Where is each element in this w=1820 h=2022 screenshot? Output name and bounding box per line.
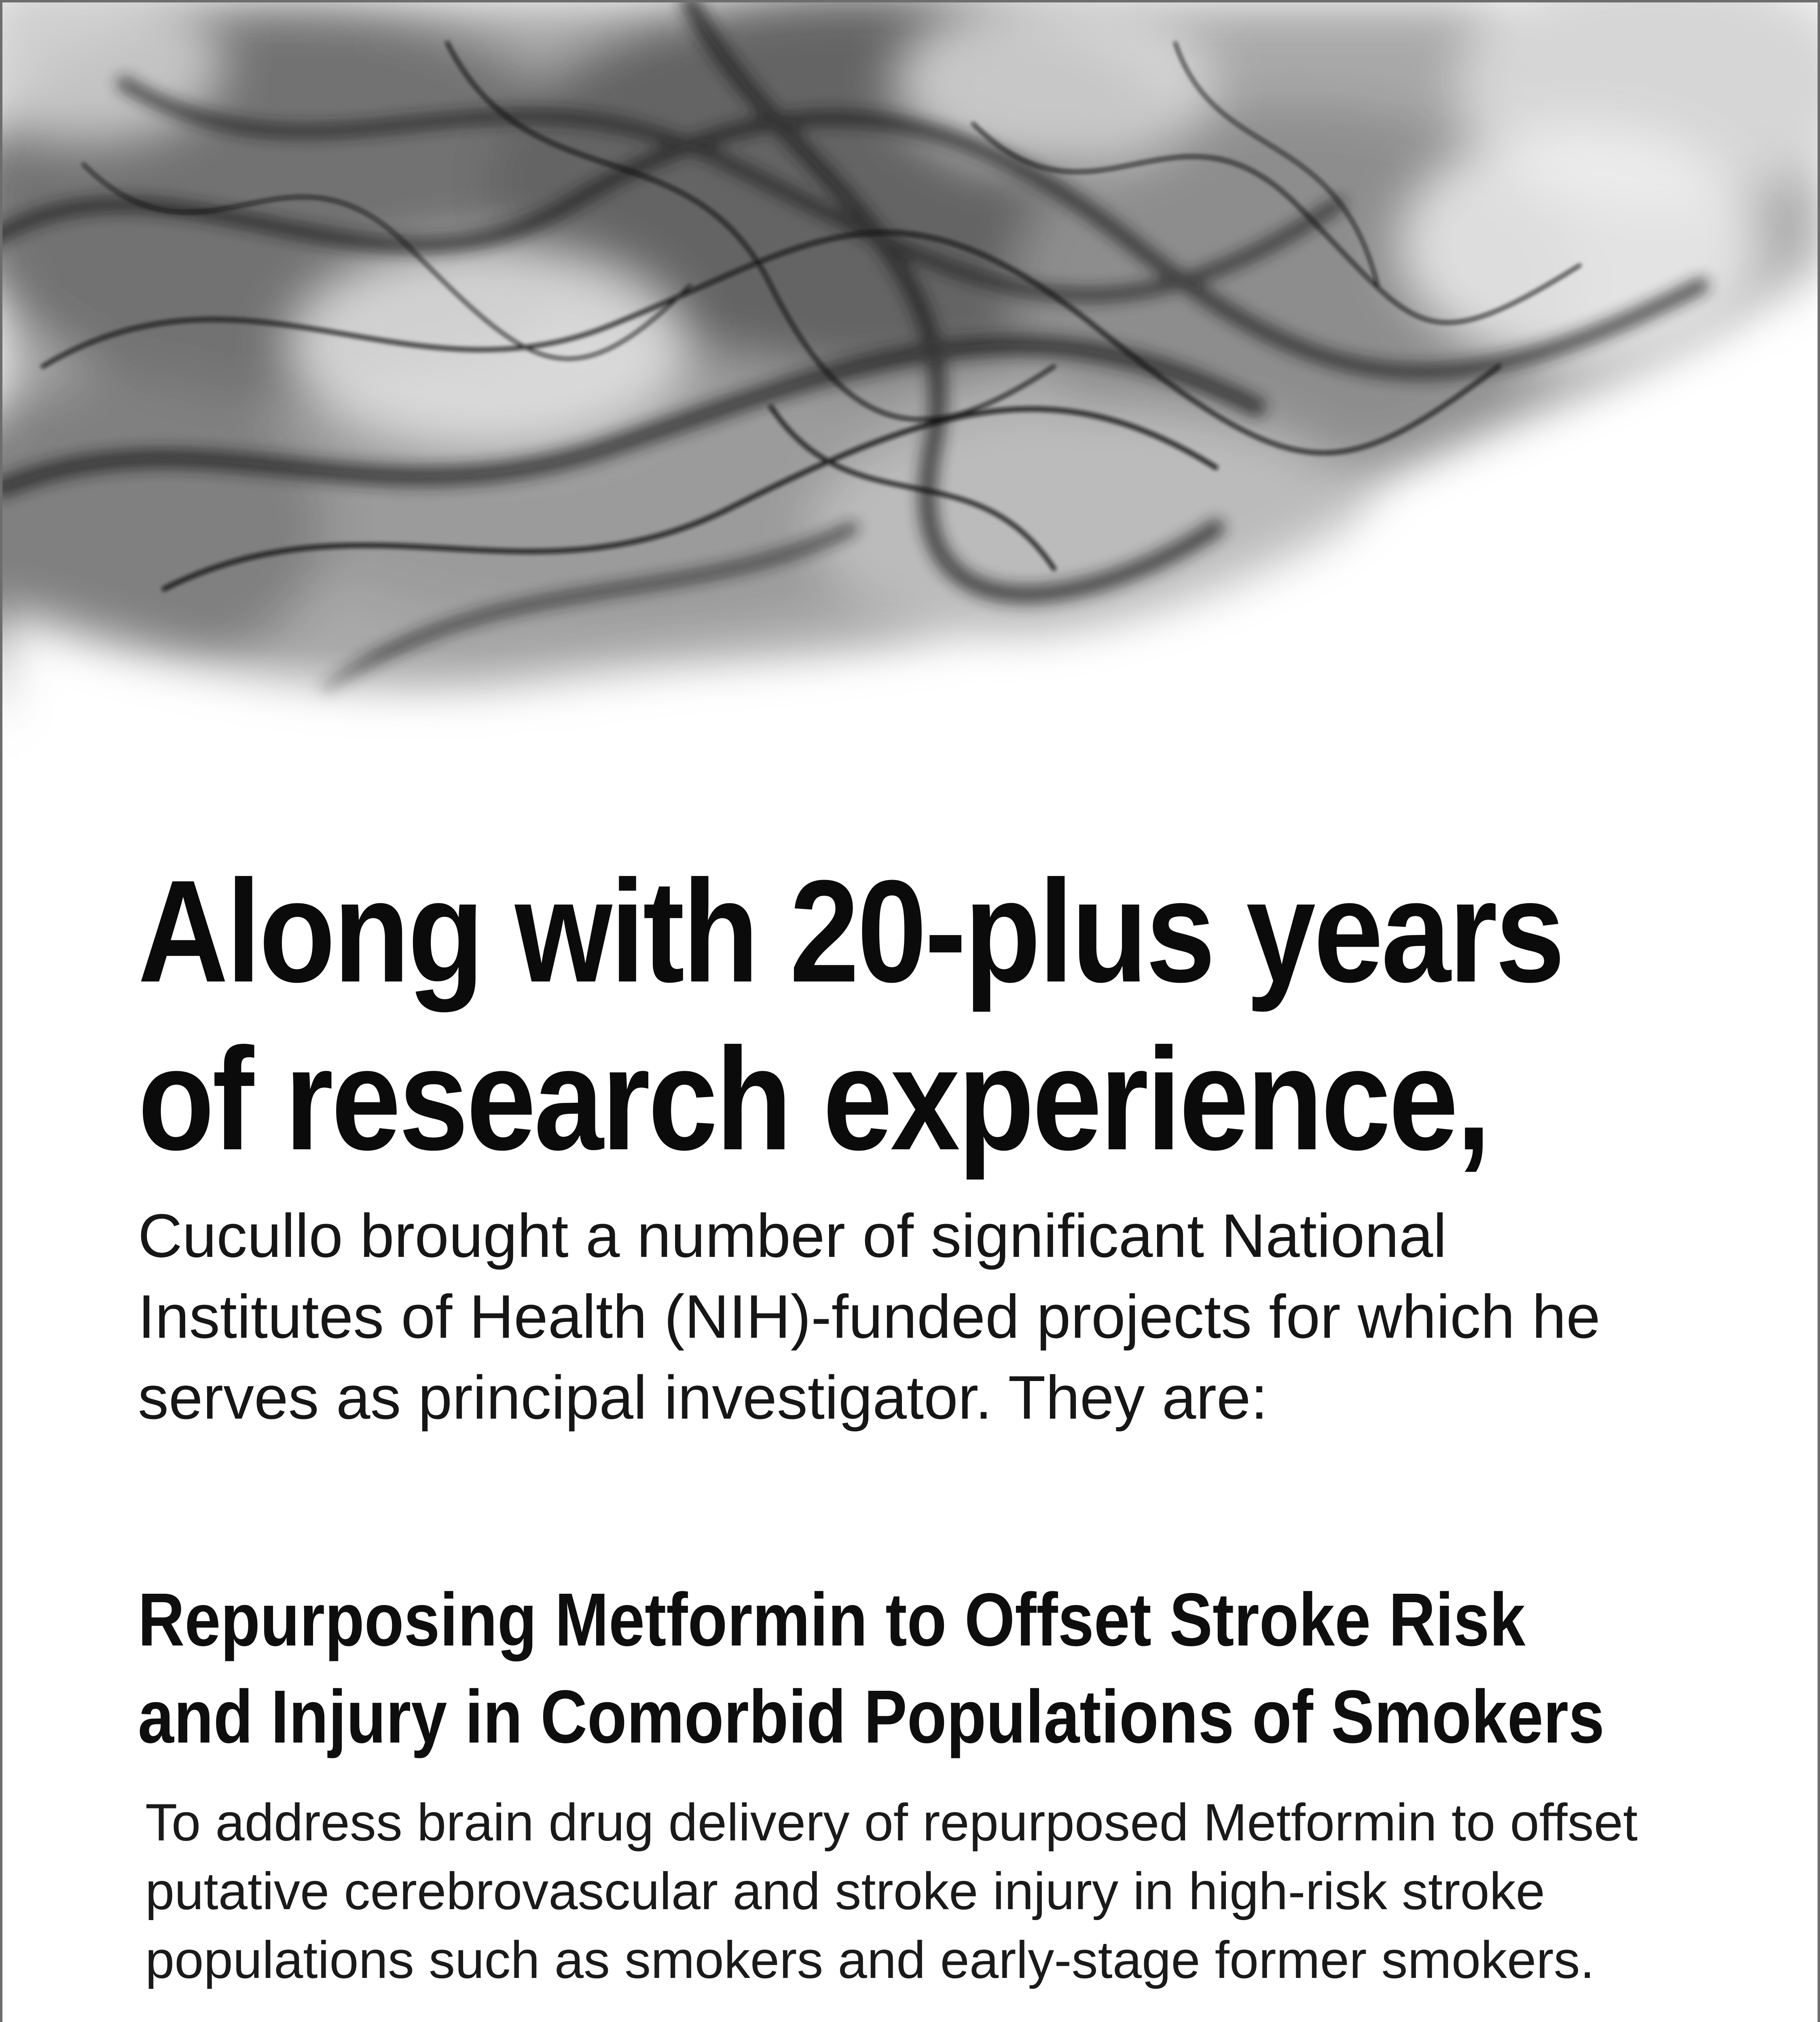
project-title xyxy=(138,1571,1703,1766)
headline-line-2: of research experience, xyxy=(138,1018,1489,1180)
project-title-line-2: and Injury in Comorbid Populations of Smokers xyxy=(138,1675,1605,1759)
smoke-banner-image xyxy=(2,2,1820,852)
headline xyxy=(138,848,1703,1183)
project-item xyxy=(138,1571,1707,1994)
project-title-line-1: Repurposing Metformin to Offset Stroke Risk xyxy=(138,1578,1526,1662)
article-content xyxy=(138,848,1707,1989)
headline-line-1: Along with 20-plus years xyxy=(138,850,1563,1013)
project-description: To address brain drug delivery of repurposed Metformin to offset putative cerebrovascular and stroke injury in high-risk stroke populations such as smokers and early-stage former smokers. xyxy=(145,1793,1638,1989)
intro-paragraph: Cucullo brought a number of significant National Institutes of Health (NIH)-funded projects for which he serves as principal investigator. They are: xyxy=(138,1201,1600,1432)
